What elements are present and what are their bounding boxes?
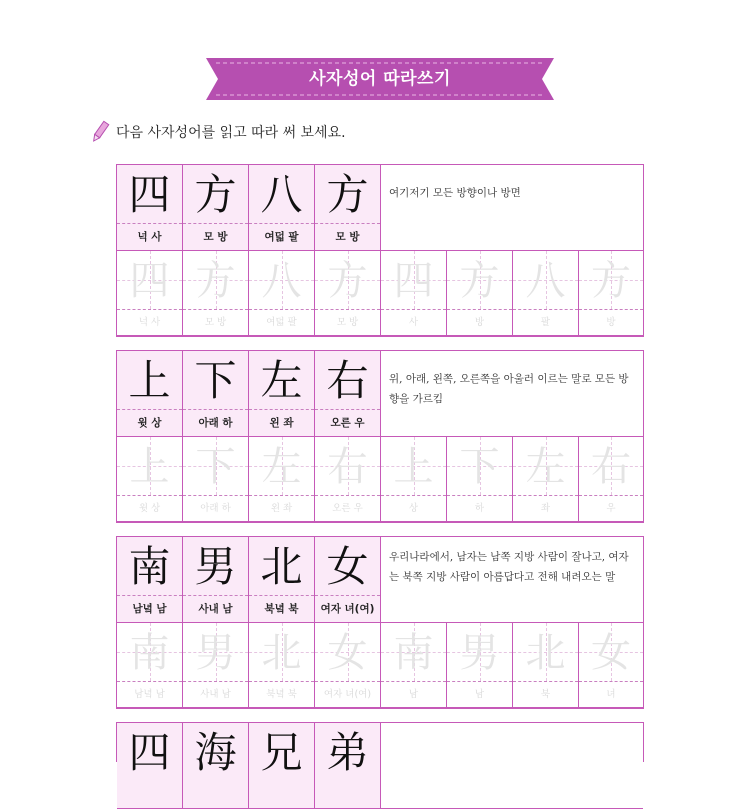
trace-cell[interactable]: [513, 623, 579, 708]
trace-char: 方: [591, 258, 631, 304]
meaning-cell: [381, 165, 643, 251]
hanja-char: 兄: [260, 728, 303, 777]
trace-char: 八: [525, 258, 566, 304]
trace-cell[interactable]: [579, 623, 643, 708]
trace-char: 女: [327, 630, 368, 676]
trace-char: 方: [327, 258, 368, 304]
main-char-cell: [249, 537, 315, 623]
trace-reading: 북녘 북: [266, 689, 297, 700]
trace-char: 右: [327, 444, 368, 490]
main-char-cell: [117, 723, 183, 809]
trace-reading: 모 방: [336, 317, 359, 328]
hanja-char: 北: [260, 542, 303, 591]
trace-cell[interactable]: [117, 437, 183, 522]
page-title: 사자성어 따라쓰기: [309, 69, 451, 89]
trace-char: 方: [459, 258, 500, 304]
char-reading: 여덟 팔: [264, 231, 299, 243]
trace-char: 方: [195, 258, 236, 304]
meaning-text: 위, 아래, 왼쪽, 오른쪽을 아울러 이르는 말로 모든 방향을 가르킴: [389, 373, 629, 405]
trace-cell[interactable]: [249, 251, 315, 336]
main-char-cell: [315, 165, 381, 251]
char-reading: 넉 사: [137, 231, 162, 243]
trace-cell[interactable]: [579, 437, 643, 522]
trace-cell[interactable]: [381, 251, 447, 336]
char-reading: 모 방: [203, 231, 228, 243]
trace-reading: 왼 좌: [270, 503, 293, 514]
main-char-cell: [117, 537, 183, 623]
main-char-cell: [183, 537, 249, 623]
trace-reading: 오른 우: [332, 503, 363, 514]
char-reading: 사내 남: [198, 603, 233, 615]
trace-cell[interactable]: [315, 251, 381, 336]
hanja-char: 海: [194, 728, 237, 777]
char-reading: 윗 상: [137, 417, 162, 429]
main-char-cell: [183, 351, 249, 437]
main-char-cell: [315, 537, 381, 623]
trace-reading: 팔: [540, 317, 551, 328]
trace-cell[interactable]: [447, 251, 513, 336]
trace-cell[interactable]: [579, 251, 643, 336]
trace-reading: 여자 녀(여): [323, 689, 372, 700]
instruction-line: [90, 120, 346, 144]
trace-cell[interactable]: [315, 437, 381, 522]
trace-char: 左: [525, 444, 566, 490]
trace-char: 女: [591, 630, 631, 676]
trace-reading: 아래 하: [200, 503, 231, 514]
trace-cell[interactable]: [117, 251, 183, 336]
trace-reading: 녀: [606, 689, 616, 700]
trace-reading: 남녘 남: [134, 689, 165, 700]
trace-char: 八: [261, 258, 302, 304]
hanja-char: 女: [326, 542, 369, 591]
meaning-cell: [381, 723, 643, 809]
trace-char: 上: [393, 444, 434, 490]
char-reading: 아래 하: [198, 417, 233, 429]
trace-char: 右: [591, 444, 631, 490]
trace-cell[interactable]: [513, 437, 579, 522]
pencil-icon: [90, 120, 110, 144]
hanja-char: 方: [326, 170, 369, 219]
trace-char: 北: [525, 630, 566, 676]
trace-char: 南: [129, 630, 170, 676]
main-char-cell: [315, 351, 381, 437]
main-char-cell: [183, 723, 249, 809]
trace-cell[interactable]: [183, 623, 249, 708]
idiom-block: [116, 350, 644, 523]
hanja-char: 八: [260, 170, 303, 219]
trace-char: 北: [261, 630, 302, 676]
trace-reading: 우: [606, 503, 616, 514]
hanja-char: 弟: [326, 728, 369, 777]
idiom-block: [116, 536, 644, 709]
main-char-cell: [117, 351, 183, 437]
trace-reading: 상: [408, 503, 419, 514]
hanja-char: 左: [260, 356, 303, 405]
trace-char: 男: [459, 630, 500, 676]
char-reading: 모 방: [335, 231, 360, 243]
trace-reading: 윗 상: [138, 503, 161, 514]
trace-reading: 모 방: [204, 317, 227, 328]
trace-cell[interactable]: [249, 623, 315, 708]
trace-cell[interactable]: [381, 623, 447, 708]
char-reading: 북녘 북: [264, 603, 299, 615]
main-char-cell: [183, 165, 249, 251]
trace-cell[interactable]: [447, 623, 513, 708]
hanja-char: 男: [194, 542, 237, 591]
char-reading: 오른 우: [330, 417, 365, 429]
trace-cell[interactable]: [117, 623, 183, 708]
char-reading: 왼 좌: [269, 417, 294, 429]
trace-char: 下: [459, 444, 500, 490]
trace-cell[interactable]: [183, 437, 249, 522]
meaning-text: 여기저기 모든 방향이나 방면: [389, 187, 521, 199]
trace-reading: 사내 남: [200, 689, 231, 700]
main-char-cell: [249, 165, 315, 251]
hanja-char: 下: [194, 356, 237, 405]
hanja-char: 右: [326, 356, 369, 405]
char-reading: 남녘 남: [132, 603, 167, 615]
trace-reading: 남: [474, 689, 485, 700]
trace-reading: 넉 사: [138, 317, 161, 328]
title-ribbon: [206, 58, 554, 100]
hanja-char: 四: [128, 170, 171, 219]
meaning-cell: [381, 537, 643, 623]
trace-cell[interactable]: [249, 437, 315, 522]
trace-cell[interactable]: [315, 623, 381, 708]
main-char-cell: [117, 165, 183, 251]
trace-cell[interactable]: [513, 251, 579, 336]
trace-reading: 여덟 팔: [266, 317, 297, 328]
trace-cell[interactable]: [183, 251, 249, 336]
hanja-char: 南: [128, 542, 171, 591]
trace-cell[interactable]: [447, 437, 513, 522]
main-char-cell: [315, 723, 381, 809]
main-char-cell: [249, 351, 315, 437]
trace-reading: 하: [474, 503, 485, 514]
instruction-text: 다음 사자성어를 읽고 따라 써 보세요.: [116, 125, 346, 141]
trace-reading: 남: [408, 689, 419, 700]
trace-reading: 북: [540, 689, 551, 700]
trace-reading: 방: [474, 317, 485, 328]
trace-char: 上: [129, 444, 170, 490]
meaning-text: 우리나라에서, 남자는 남쪽 지방 사람이 잘나고, 여자는 북쪽 지방 사람이 아름답다고 전해 내려오는 말: [389, 551, 629, 583]
hanja-char: 方: [194, 170, 237, 219]
hanja-char: 四: [128, 728, 171, 777]
trace-char: 左: [261, 444, 302, 490]
trace-char: 四: [393, 258, 434, 304]
char-reading: 여자 녀(여): [320, 603, 375, 615]
trace-cell[interactable]: [381, 437, 447, 522]
trace-reading: 방: [606, 317, 616, 328]
meaning-cell: [381, 351, 643, 437]
trace-char: 下: [195, 444, 236, 490]
main-char-cell: [249, 723, 315, 809]
hanja-char: 上: [128, 356, 171, 405]
trace-char: 四: [129, 258, 170, 304]
trace-char: 男: [195, 630, 236, 676]
trace-reading: 사: [408, 317, 419, 328]
idiom-block: [116, 164, 644, 337]
trace-reading: 좌: [540, 503, 551, 514]
idiom-block: [116, 722, 644, 777]
trace-char: 南: [393, 630, 434, 676]
